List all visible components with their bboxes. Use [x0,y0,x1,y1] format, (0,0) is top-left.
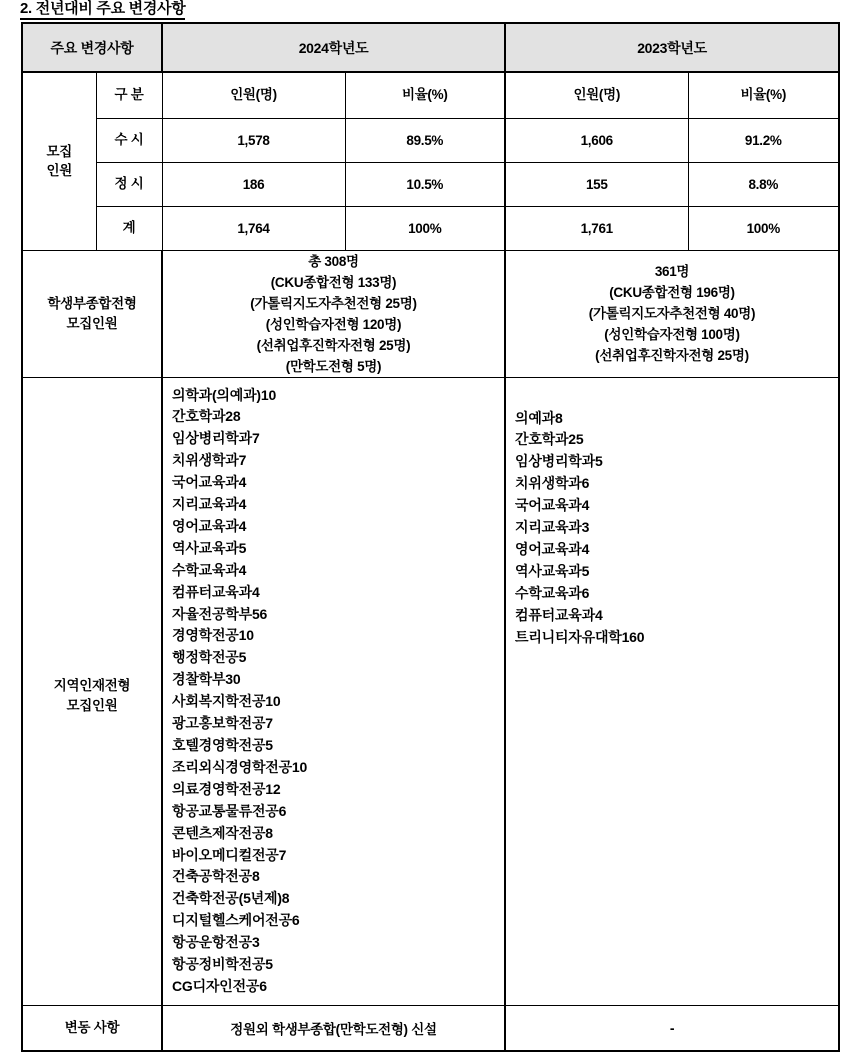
list-item: 디지털헬스케어전공6 [172,912,300,929]
detail-line: (성인학습자전형 120명) [265,316,402,332]
list-item: 간호학과28 [172,408,241,425]
detail-line: 총 308명 [308,253,359,269]
table-header-row [22,23,839,72]
header-year-2024: 2024학년도 [162,23,505,72]
list-item: 건축학전공(5년제)8 [172,890,290,907]
list-item: 조리외식경영학전공10 [172,758,308,775]
susi-ratio-2023: 91.2% [688,118,839,162]
list-item: 수학교육과6 [515,584,590,601]
list-item: 수학교육과4 [172,561,247,578]
list-item: 지리교육과4 [172,496,247,513]
jeongsi-count-2024: 186 [162,162,345,206]
susi-ratio-2024: 89.5% [345,118,505,162]
comprehensive-detail-2024 [162,250,505,377]
page-title: 2. 전년대비 주요 변경사항 [20,1,185,20]
list-item: 컴퓨터교육과4 [515,606,603,623]
list-item: CG디자인전공6 [172,977,267,994]
comprehensive-label-line-1: 학생부종합전형 [47,295,137,311]
local-talent-row [22,377,839,1005]
list-item: 의료경영학전공12 [172,780,281,797]
list-item: 영어교육과4 [515,540,590,557]
change-label: 변동 사항 [22,1005,162,1051]
change-value-2024: 정원외 학생부종합(만학도전형) 신설 [162,1005,505,1051]
list-item: 치위생학과6 [515,475,590,492]
list-item: 광고홍보학전공7 [172,715,273,732]
detail-line: (선취업후진학자전형 25명) [595,348,749,363]
detail-line: 361명 [654,264,690,279]
list-item: 영어교육과4 [172,517,247,534]
list-item: 간호학과25 [515,431,584,448]
group-label-admission-quota [22,72,96,250]
list-item: 역사교육과5 [172,539,247,556]
comprehensive-detail-2023 [505,250,839,377]
list-item: 의학과(의예과)10 [172,386,277,403]
row-label-jeongsi: 정 시 [96,162,162,206]
susi-count-2023: 1,606 [505,118,688,162]
local-talent-list-2024 [162,377,505,1005]
local-talent-label-line-2: 모집인원 [66,697,118,713]
list-item: 건축공학전공8 [172,868,260,885]
row-label-total: 계 [96,206,162,250]
list-item: 행정학전공5 [172,649,247,666]
total-count-2023: 1,761 [505,206,688,250]
total-ratio-2023: 100% [688,206,839,250]
list-item: 치위생학과7 [172,452,247,469]
changes-table [21,22,840,1052]
total-ratio-2024: 100% [345,206,505,250]
jeongsi-count-2023: 155 [505,162,688,206]
detail-line: (가톨릭지도자추천전형 40명) [588,306,756,321]
table-row [22,206,839,250]
list-item: 사회복지학전공10 [172,693,281,710]
detail-line: (성인학습자전형 100명) [604,327,740,342]
table-row [22,118,839,162]
comprehensive-label [22,250,162,377]
local-talent-label [22,377,162,1005]
comprehensive-label-line-2: 모집인원 [66,315,118,331]
list-item: 항공교통물류전공6 [172,802,287,819]
list-item: 바이오메디컬전공7 [172,846,287,863]
group-label-line-2: 인원 [46,163,72,179]
table-row [22,162,839,206]
subheader-division: 구 분 [96,72,162,118]
comprehensive-row [22,250,839,377]
row-label-susi: 수 시 [96,118,162,162]
list-item: 자율전공학부56 [172,605,268,622]
subheader-ratio-2024: 비율(%) [345,72,505,118]
list-item: 의예과8 [515,409,563,426]
total-count-2024: 1,764 [162,206,345,250]
local-talent-list-2023 [505,377,839,1005]
list-item: 트리니티자유대학160 [515,628,645,645]
subheader-count-2024: 인원(명) [162,72,345,118]
detail-line: (만학도전형 5명) [285,358,382,374]
detail-line: (가톨릭지도자추천전형 25명) [250,295,417,311]
list-item: 지리교육과3 [515,519,590,536]
header-year-2023: 2023학년도 [505,23,839,72]
list-item: 역사교육과5 [515,562,590,579]
detail-line: (CKU종합전형 133명) [270,274,397,290]
change-row [22,1005,839,1051]
detail-line: (선취업후진학자전형 25명) [256,337,411,353]
change-value-2023: - [505,1005,839,1051]
jeongsi-ratio-2024: 10.5% [345,162,505,206]
list-item: 호텔경영학전공5 [172,737,273,753]
local-talent-label-line-1: 지역인재전형 [53,677,131,693]
list-item: 임상병리학과5 [515,453,603,470]
changes-table-container [21,22,838,1052]
detail-line: (CKU종합전형 196명) [609,285,735,300]
list-item: 임상병리학과7 [172,430,260,447]
subheader-ratio-2023: 비율(%) [688,72,839,118]
group-label-line-1: 모집 [46,144,72,160]
list-item: 국어교육과4 [515,497,590,514]
list-item: 컴퓨터교육과4 [172,583,260,600]
list-item: 경영학전공10 [172,627,254,644]
subheader-count-2023: 인원(명) [505,72,688,118]
header-main-label: 주요 변경사항 [22,23,162,72]
table-subheader-row [22,72,839,118]
list-item: 콘텐츠제작전공8 [172,824,273,841]
list-item: 경찰학부30 [172,671,241,688]
jeongsi-ratio-2023: 8.8% [688,162,839,206]
list-item: 국어교육과4 [172,474,247,491]
list-item: 항공정비학전공5 [172,956,273,973]
list-item: 항공운항전공3 [172,934,260,951]
susi-count-2024: 1,578 [162,118,345,162]
